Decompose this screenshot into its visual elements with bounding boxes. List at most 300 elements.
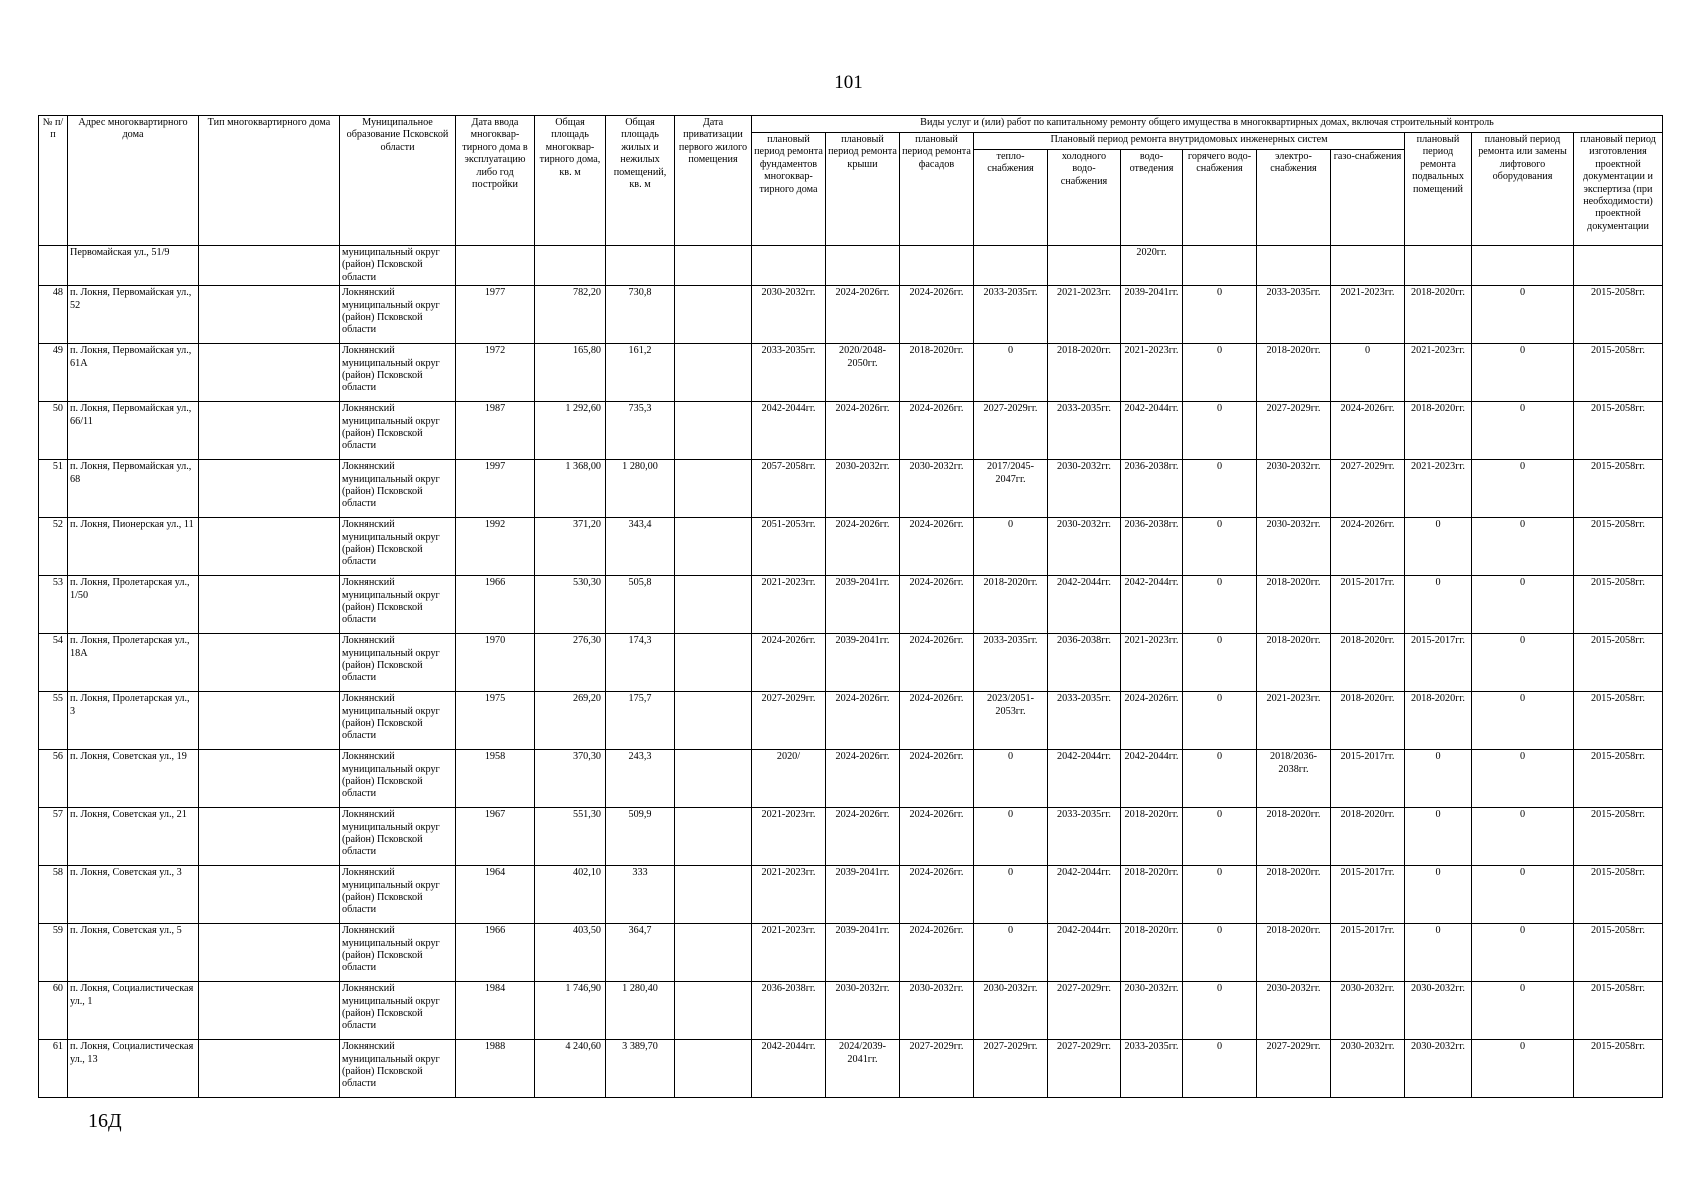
cell-foundation: 2036-2038гг. xyxy=(752,982,826,1040)
cell-electric: 2018/2036-2038гг. xyxy=(1257,750,1331,808)
capital-repair-table xyxy=(38,115,1663,1098)
cell-basement: 0 xyxy=(1405,808,1472,866)
cell-year: 1967 xyxy=(456,808,535,866)
cell-heat: 2017/2045-2047гг. xyxy=(974,460,1048,518)
cell-municipality: муниципальный округ (район) Псковской области xyxy=(340,246,456,286)
cell-basement: 0 xyxy=(1405,924,1472,982)
cell-privatization xyxy=(675,866,752,924)
cell-year: 1997 xyxy=(456,460,535,518)
cell-total-area: 1 746,90 xyxy=(535,982,606,1040)
cell-num: 59 xyxy=(39,924,68,982)
cell-type xyxy=(199,576,340,634)
cell-num: 50 xyxy=(39,402,68,460)
cell-total-area: 165,80 xyxy=(535,344,606,402)
cell-heat: 0 xyxy=(974,808,1048,866)
cell-foundation: 2021-2023гг. xyxy=(752,808,826,866)
table-body xyxy=(39,246,1663,1098)
cell-heat: 2030-2032гг. xyxy=(974,982,1048,1040)
cell-address: п. Локня, Пролетарская ул., 3 xyxy=(68,692,199,750)
cell-year: 1970 xyxy=(456,634,535,692)
cell-year: 1988 xyxy=(456,1040,535,1098)
cell-year: 1966 xyxy=(456,924,535,982)
cell-electric: 2027-2029гг. xyxy=(1257,402,1331,460)
cell-address: п. Локня, Пролетарская ул., 18А xyxy=(68,634,199,692)
cell-electric: 2018-2020гг. xyxy=(1257,344,1331,402)
col-roof: плановый период ремонта крыши xyxy=(826,133,900,246)
cell-basement: 2018-2020гг. xyxy=(1405,692,1472,750)
cell-year: 1987 xyxy=(456,402,535,460)
cell-hot-water: 0 xyxy=(1183,634,1257,692)
table-row xyxy=(39,576,1663,634)
cell-heat: 2023/2051-2053гг. xyxy=(974,692,1048,750)
col-electric: электро-снабжения xyxy=(1257,150,1331,246)
cell-type xyxy=(199,402,340,460)
cell-cold-water: 2042-2044гг. xyxy=(1048,750,1121,808)
cell-elevator: 0 xyxy=(1472,402,1574,460)
cell-total-area: 370,30 xyxy=(535,750,606,808)
cell-type xyxy=(199,808,340,866)
cell-sewer: 2039-2041гг. xyxy=(1121,286,1183,344)
cell-address: п. Локня, Советская ул., 21 xyxy=(68,808,199,866)
cell-gas: 2015-2017гг. xyxy=(1331,924,1405,982)
cell-foundation: 2021-2023гг. xyxy=(752,924,826,982)
cell-sewer: 2030-2032гг. xyxy=(1121,982,1183,1040)
cell-total-area: 551,30 xyxy=(535,808,606,866)
cell-elevator: 0 xyxy=(1472,808,1574,866)
table-row xyxy=(39,518,1663,576)
cell-hot-water: 0 xyxy=(1183,924,1257,982)
cell-privatization xyxy=(675,344,752,402)
cell-roof: 2039-2041гг. xyxy=(826,634,900,692)
cell-basement: 2030-2032гг. xyxy=(1405,982,1472,1040)
cell-num: 57 xyxy=(39,808,68,866)
col-hot-water: горячего водо-снабжения xyxy=(1183,150,1257,246)
cell-hot-water: 0 xyxy=(1183,518,1257,576)
cell-num: 55 xyxy=(39,692,68,750)
cell-basement: 0 xyxy=(1405,518,1472,576)
cell-electric: 2030-2032гг. xyxy=(1257,982,1331,1040)
cell-electric: 2018-2020гг. xyxy=(1257,866,1331,924)
cell-municipality: Локнянский муниципальный округ (район) Псковской области xyxy=(340,576,456,634)
cell-cold-water: 2027-2029гг. xyxy=(1048,982,1121,1040)
cell-facade: 2024-2026гг. xyxy=(900,750,974,808)
cell-roof: 2024/2039-2041гг. xyxy=(826,1040,900,1098)
cell-gas: 2027-2029гг. xyxy=(1331,460,1405,518)
cell-roof: 2024-2026гг. xyxy=(826,808,900,866)
cell-municipality: Локнянский муниципальный округ (район) Псковской области xyxy=(340,750,456,808)
col-basement: плановый период ремонта подвальных помещений xyxy=(1405,133,1472,246)
cell-foundation: 2020/ xyxy=(752,750,826,808)
cell-design: 2015-2058гг. xyxy=(1574,982,1663,1040)
cell-facade: 2030-2032гг. xyxy=(900,460,974,518)
cell-heat: 2027-2029гг. xyxy=(974,402,1048,460)
cell-facade: 2024-2026гг. xyxy=(900,634,974,692)
cell-hot-water: 0 xyxy=(1183,344,1257,402)
cell-design: 2015-2058гг. xyxy=(1574,286,1663,344)
cell-elevator: 0 xyxy=(1472,576,1574,634)
cell-electric: 2018-2020гг. xyxy=(1257,634,1331,692)
cell-hot-water: 0 xyxy=(1183,576,1257,634)
cell-living-area: 174,3 xyxy=(606,634,675,692)
cell-heat: 0 xyxy=(974,924,1048,982)
cell-sewer: 2042-2044гг. xyxy=(1121,576,1183,634)
cell-municipality: Локнянский муниципальный округ (район) Псковской области xyxy=(340,924,456,982)
cell-design: 2015-2058гг. xyxy=(1574,924,1663,982)
cell-total-area: 4 240,60 xyxy=(535,1040,606,1098)
cell-electric: 2018-2020гг. xyxy=(1257,924,1331,982)
cell-sewer: 2021-2023гг. xyxy=(1121,344,1183,402)
col-address: Адрес многоквартирного дома xyxy=(68,116,199,246)
cell-num: 49 xyxy=(39,344,68,402)
cell-type xyxy=(199,634,340,692)
cell-gas: 2018-2020гг. xyxy=(1331,808,1405,866)
cell-year: 1977 xyxy=(456,286,535,344)
cell-roof: 2039-2041гг. xyxy=(826,866,900,924)
cell-living-area: 243,3 xyxy=(606,750,675,808)
cell-address: п. Локня, Пролетарская ул., 1/50 xyxy=(68,576,199,634)
cell-living-area: 3 389,70 xyxy=(606,1040,675,1098)
cell-address: п. Локня, Советская ул., 19 xyxy=(68,750,199,808)
cell-heat: 0 xyxy=(974,866,1048,924)
cell-hot-water: 0 xyxy=(1183,460,1257,518)
cell-living-area: 735,3 xyxy=(606,402,675,460)
cell-municipality: Локнянский муниципальный округ (район) Псковской области xyxy=(340,692,456,750)
cell-type xyxy=(199,924,340,982)
cell-gas: 2015-2017гг. xyxy=(1331,576,1405,634)
table-row xyxy=(39,692,1663,750)
cell-elevator: 0 xyxy=(1472,692,1574,750)
cell-basement: 0 xyxy=(1405,576,1472,634)
cell-gas: 0 xyxy=(1331,344,1405,402)
cell-gas: 2015-2017гг. xyxy=(1331,750,1405,808)
col-elevator: плановый период ремонта или замены лифтового оборудования xyxy=(1472,133,1574,246)
cell-design: 2015-2058гг. xyxy=(1574,866,1663,924)
col-municipality: Муниципальное образование Псковской области xyxy=(340,116,456,246)
cell-basement: 0 xyxy=(1405,866,1472,924)
cell-heat: 2033-2035гг. xyxy=(974,634,1048,692)
cell-num: 60 xyxy=(39,982,68,1040)
cell-elevator: 0 xyxy=(1472,286,1574,344)
cell-gas: 2021-2023гг. xyxy=(1331,286,1405,344)
cell-type xyxy=(199,692,340,750)
cell-design: 2015-2058гг. xyxy=(1574,576,1663,634)
cell-gas: 2018-2020гг. xyxy=(1331,634,1405,692)
cell-heat: 2027-2029гг. xyxy=(974,1040,1048,1098)
cell-cold-water: 2027-2029гг. xyxy=(1048,1040,1121,1098)
cell-address: п. Локня, Советская ул., 5 xyxy=(68,924,199,982)
cell-elevator: 0 xyxy=(1472,866,1574,924)
cell-address: п. Локня, Первомайская ул., 66/11 xyxy=(68,402,199,460)
cell-gas: 2030-2032гг. xyxy=(1331,982,1405,1040)
cell-municipality: Локнянский муниципальный округ (район) Псковской области xyxy=(340,808,456,866)
cell-design: 2015-2058гг. xyxy=(1574,750,1663,808)
col-living-area: Общая площадь жилых и нежилых помещений, кв. м xyxy=(606,116,675,246)
cell-roof: 2024-2026гг. xyxy=(826,518,900,576)
cell-hot-water: 0 xyxy=(1183,692,1257,750)
cell-sewer: 2018-2020гг. xyxy=(1121,866,1183,924)
cell-facade: 2024-2026гг. xyxy=(900,576,974,634)
cell-basement: 2018-2020гг. xyxy=(1405,286,1472,344)
cell-gas: 2018-2020гг. xyxy=(1331,692,1405,750)
cell-municipality: Локнянский муниципальный округ (район) Псковской области xyxy=(340,634,456,692)
cell-privatization xyxy=(675,692,752,750)
cell-electric: 2018-2020гг. xyxy=(1257,808,1331,866)
cell-basement: 2030-2032гг. xyxy=(1405,1040,1472,1098)
cell-type xyxy=(199,518,340,576)
cell-privatization xyxy=(675,750,752,808)
cell-living-area: 1 280,40 xyxy=(606,982,675,1040)
cell-cold-water: 2033-2035гг. xyxy=(1048,808,1121,866)
cell-cold-water: 2033-2035гг. xyxy=(1048,692,1121,750)
cell-heat: 0 xyxy=(974,518,1048,576)
cell-foundation: 2051-2053гг. xyxy=(752,518,826,576)
cell-address: Первомайская ул., 51/9 xyxy=(68,246,199,286)
cell-roof: 2024-2026гг. xyxy=(826,750,900,808)
cell-type xyxy=(199,1040,340,1098)
table-row xyxy=(39,402,1663,460)
cell-elevator: 0 xyxy=(1472,634,1574,692)
table-row xyxy=(39,866,1663,924)
cell-num: 53 xyxy=(39,576,68,634)
col-design: плановый период изготовления проектной документации и экспертиза (при необходимости) проектной документации xyxy=(1574,133,1663,246)
cell-address: п. Локня, Социалистическая ул., 1 xyxy=(68,982,199,1040)
cell-gas: 2024-2026гг. xyxy=(1331,402,1405,460)
cell-total-area: 530,30 xyxy=(535,576,606,634)
cell-num: 58 xyxy=(39,866,68,924)
col-gas: газо-снабжения xyxy=(1331,150,1405,246)
cell-type xyxy=(199,982,340,1040)
cell-facade: 2024-2026гг. xyxy=(900,286,974,344)
cell-foundation: 2024-2026гг. xyxy=(752,634,826,692)
col-works-group: Виды услуг и (или) работ по капитальному ремонту общего имущества в многоквартирных домах, включая строительный контроль xyxy=(752,116,1663,133)
cell-hot-water: 0 xyxy=(1183,286,1257,344)
cell-facade: 2024-2026гг. xyxy=(900,402,974,460)
cell-roof: 2030-2032гг. xyxy=(826,982,900,1040)
cell-foundation: 2033-2035гг. xyxy=(752,344,826,402)
cell-cold-water: 2018-2020гг. xyxy=(1048,344,1121,402)
cell-basement: 2021-2023гг. xyxy=(1405,460,1472,518)
cell-total-area: 269,20 xyxy=(535,692,606,750)
cell-heat: 0 xyxy=(974,750,1048,808)
table-row xyxy=(39,808,1663,866)
cell-living-area: 175,7 xyxy=(606,692,675,750)
cell-hot-water: 0 xyxy=(1183,750,1257,808)
cell-elevator: 0 xyxy=(1472,982,1574,1040)
cell-year: 1966 xyxy=(456,576,535,634)
cell-electric: 2018-2020гг. xyxy=(1257,576,1331,634)
cell-address: п. Локня, Первомайская ул., 68 xyxy=(68,460,199,518)
document-mark: 16Д xyxy=(88,1110,122,1132)
cell-design: 2015-2058гг. xyxy=(1574,634,1663,692)
col-facade: плановый период ремонта фасадов xyxy=(900,133,974,246)
cell-cold-water: 2042-2044гг. xyxy=(1048,866,1121,924)
cell-living-area: 509,9 xyxy=(606,808,675,866)
cell-privatization xyxy=(675,982,752,1040)
cell-cold-water: 2030-2032гг. xyxy=(1048,460,1121,518)
cell-year: 1975 xyxy=(456,692,535,750)
cell-sewer: 2042-2044гг. xyxy=(1121,750,1183,808)
cell-foundation: 2042-2044гг. xyxy=(752,402,826,460)
cell-sewer: 2042-2044гг. xyxy=(1121,402,1183,460)
cell-municipality: Локнянский муниципальный округ (район) Псковской области xyxy=(340,460,456,518)
col-engineering-group: Плановый период ремонта внутридомовых инженерных систем xyxy=(974,133,1405,150)
cell-privatization xyxy=(675,1040,752,1098)
cell-gas: 2030-2032гг. xyxy=(1331,1040,1405,1098)
cell-heat: 0 xyxy=(974,344,1048,402)
cell-facade: 2024-2026гг. xyxy=(900,866,974,924)
cell-year: 1958 xyxy=(456,750,535,808)
cell-sewer: 2036-2038гг. xyxy=(1121,518,1183,576)
cell-roof: 2024-2026гг. xyxy=(826,692,900,750)
cell-privatization xyxy=(675,518,752,576)
cell-elevator: 0 xyxy=(1472,1040,1574,1098)
cell-num: 52 xyxy=(39,518,68,576)
cell-basement: 0 xyxy=(1405,750,1472,808)
cell-sewer: 2021-2023гг. xyxy=(1121,634,1183,692)
cell-gas: 2015-2017гг. xyxy=(1331,866,1405,924)
cell-year: 1984 xyxy=(456,982,535,1040)
cell-cold-water: 2042-2044гг. xyxy=(1048,924,1121,982)
cell-municipality: Локнянский муниципальный округ (район) Псковской области xyxy=(340,402,456,460)
cell-living-area: 1 280,00 xyxy=(606,460,675,518)
cell-facade: 2024-2026гг. xyxy=(900,924,974,982)
cell-hot-water: 0 xyxy=(1183,982,1257,1040)
cell-address: п. Локня, Пионерская ул., 11 xyxy=(68,518,199,576)
cell-foundation: 2021-2023гг. xyxy=(752,576,826,634)
cell-privatization xyxy=(675,460,752,518)
cell-basement: 2018-2020гг. xyxy=(1405,402,1472,460)
cell-electric: 2030-2032гг. xyxy=(1257,460,1331,518)
table-row xyxy=(39,1040,1663,1098)
col-type: Тип многоквартирного дома xyxy=(199,116,340,246)
cell-municipality: Локнянский муниципальный округ (район) Псковской области xyxy=(340,518,456,576)
cell-municipality: Локнянский муниципальный округ (район) Псковской области xyxy=(340,866,456,924)
cell-total-area: 403,50 xyxy=(535,924,606,982)
cell-privatization xyxy=(675,402,752,460)
table-row xyxy=(39,286,1663,344)
cell-total-area: 276,30 xyxy=(535,634,606,692)
cell-living-area: 364,7 xyxy=(606,924,675,982)
col-total-area: Общая площадь многоквар-тирного дома, кв. м xyxy=(535,116,606,246)
cell-privatization xyxy=(675,286,752,344)
cell-facade: 2024-2026гг. xyxy=(900,692,974,750)
cell-num: 61 xyxy=(39,1040,68,1098)
cell-cold-water: 2033-2035гг. xyxy=(1048,402,1121,460)
cell-basement: 2015-2017гг. xyxy=(1405,634,1472,692)
cell-type xyxy=(199,750,340,808)
cell-address: п. Локня, Советская ул., 3 xyxy=(68,866,199,924)
cell-foundation: 2030-2032гг. xyxy=(752,286,826,344)
cell-total-area: 402,10 xyxy=(535,866,606,924)
cell-roof: 2020/2048-2050гг. xyxy=(826,344,900,402)
col-privatization: Дата приватизации первого жилого помещения xyxy=(675,116,752,246)
cell-total-area: 1 368,00 xyxy=(535,460,606,518)
cell-total-area: 1 292,60 xyxy=(535,402,606,460)
cell-total-area: 371,20 xyxy=(535,518,606,576)
cell-roof: 2024-2026гг. xyxy=(826,402,900,460)
cell-elevator: 0 xyxy=(1472,750,1574,808)
cell-facade: 2027-2029гг. xyxy=(900,1040,974,1098)
cell-municipality: Локнянский муниципальный округ (район) Псковской области xyxy=(340,1040,456,1098)
cell-sewer: 2018-2020гг. xyxy=(1121,924,1183,982)
cell-design: 2015-2058гг. xyxy=(1574,1040,1663,1098)
cell-design: 2015-2058гг. xyxy=(1574,518,1663,576)
cell-privatization xyxy=(675,634,752,692)
table-row xyxy=(39,460,1663,518)
cell-foundation: 2027-2029гг. xyxy=(752,692,826,750)
cell-hot-water: 0 xyxy=(1183,866,1257,924)
cell-cold-water: 2036-2038гг. xyxy=(1048,634,1121,692)
cell-sewer: 2018-2020гг. xyxy=(1121,808,1183,866)
cell-num: 48 xyxy=(39,286,68,344)
cell-elevator: 0 xyxy=(1472,460,1574,518)
cell-living-area: 730,8 xyxy=(606,286,675,344)
cell-heat: 2033-2035гг. xyxy=(974,286,1048,344)
col-heat: тепло-снабжения xyxy=(974,150,1048,246)
cell-living-area: 343,4 xyxy=(606,518,675,576)
cell-privatization xyxy=(675,924,752,982)
cell-heat: 2018-2020гг. xyxy=(974,576,1048,634)
cell-elevator: 0 xyxy=(1472,924,1574,982)
cell-municipality: Локнянский муниципальный округ (район) Псковской области xyxy=(340,982,456,1040)
cell-hot-water: 0 xyxy=(1183,402,1257,460)
cell-elevator: 0 xyxy=(1472,518,1574,576)
cell-facade: 2030-2032гг. xyxy=(900,982,974,1040)
cell-sewer: 2036-2038гг. xyxy=(1121,460,1183,518)
cell-cold-water: 2021-2023гг. xyxy=(1048,286,1121,344)
cell-year: 1964 xyxy=(456,866,535,924)
cell-design: 2015-2058гг. xyxy=(1574,402,1663,460)
cell-hot-water: 0 xyxy=(1183,808,1257,866)
page-number: 101 xyxy=(834,72,863,93)
cell-design: 2015-2058гг. xyxy=(1574,460,1663,518)
table-row xyxy=(39,924,1663,982)
cell-address: п. Локня, Первомайская ул., 61А xyxy=(68,344,199,402)
cell-design: 2015-2058гг. xyxy=(1574,344,1663,402)
cell-roof: 2024-2026гг. xyxy=(826,286,900,344)
cell-electric: 2033-2035гг. xyxy=(1257,286,1331,344)
cell-foundation: 2042-2044гг. xyxy=(752,1040,826,1098)
cell-year: 1992 xyxy=(456,518,535,576)
cell-basement: 2021-2023гг. xyxy=(1405,344,1472,402)
cell-living-area: 333 xyxy=(606,866,675,924)
cell-roof: 2039-2041гг. xyxy=(826,576,900,634)
cell-living-area: 505,8 xyxy=(606,576,675,634)
cell-num: 56 xyxy=(39,750,68,808)
table-row-continued xyxy=(39,246,1663,286)
table-row xyxy=(39,750,1663,808)
cell-gas: 2024-2026гг. xyxy=(1331,518,1405,576)
cell-municipality: Локнянский муниципальный округ (район) Псковской области xyxy=(340,344,456,402)
cell-num: 54 xyxy=(39,634,68,692)
cell-roof: 2039-2041гг. xyxy=(826,924,900,982)
cell-roof: 2030-2032гг. xyxy=(826,460,900,518)
cell-type xyxy=(199,344,340,402)
cell-type xyxy=(199,866,340,924)
cell-municipality: Локнянский муниципальный округ (район) Псковской области xyxy=(340,286,456,344)
col-num: № п/п xyxy=(39,116,68,246)
cell-living-area: 161,2 xyxy=(606,344,675,402)
cell-electric: 2030-2032гг. xyxy=(1257,518,1331,576)
cell-sewer: 2020гг. xyxy=(1121,246,1183,286)
cell-total-area: 782,20 xyxy=(535,286,606,344)
col-year: Дата ввода многоквар-тирного дома в эксплуатацию либо год постройки xyxy=(456,116,535,246)
cell-electric: 2021-2023гг. xyxy=(1257,692,1331,750)
cell-foundation: 2021-2023гг. xyxy=(752,866,826,924)
cell-address: п. Локня, Первомайская ул., 52 xyxy=(68,286,199,344)
cell-year: 1972 xyxy=(456,344,535,402)
cell-type xyxy=(199,286,340,344)
